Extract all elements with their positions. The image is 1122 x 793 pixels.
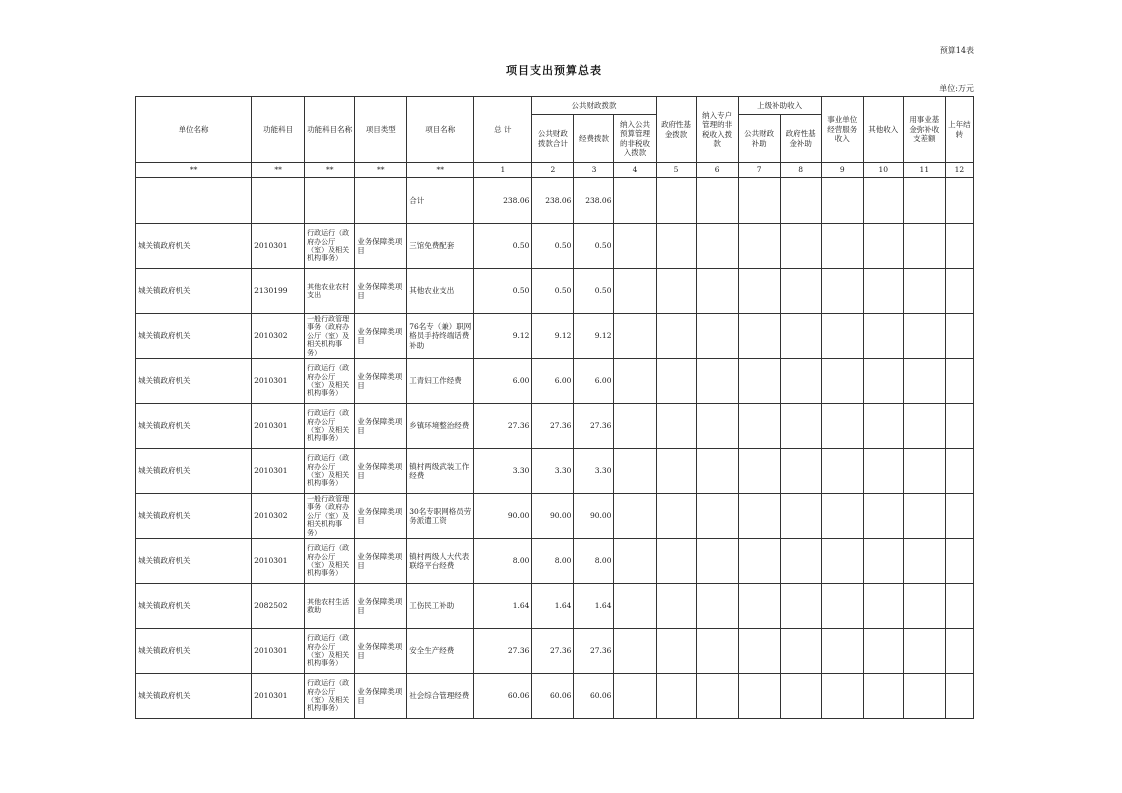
- empty-cell: [305, 178, 355, 224]
- empty-cell: [738, 629, 780, 674]
- unit-name-cell: 城关镇政府机关: [136, 404, 252, 449]
- public-finance-total-cell: 90.00: [532, 494, 574, 539]
- empty-cell: [821, 404, 863, 449]
- empty-cell: [656, 224, 696, 269]
- unit-name-cell: 城关镇政府机关: [136, 494, 252, 539]
- empty-cell: [903, 269, 945, 314]
- project-name-cell: 安全生产经费: [407, 629, 474, 674]
- public-finance-total-cell: 8.00: [532, 539, 574, 584]
- unit-name-cell: 城关镇政府机关: [136, 674, 252, 719]
- header-other-income: 其他收入: [863, 97, 903, 163]
- func-name-cell: 其他农业农村支出: [305, 269, 355, 314]
- empty-cell: [945, 269, 973, 314]
- empty-cell: [696, 629, 738, 674]
- func-code-cell: 2010301: [252, 224, 305, 269]
- total-cell: 60.06: [474, 674, 532, 719]
- total-cell: 27.36: [474, 629, 532, 674]
- empty-cell: [780, 178, 821, 224]
- total-cell: 6.00: [474, 359, 532, 404]
- empty-cell: [903, 359, 945, 404]
- unit-name-cell: 城关镇政府机关: [136, 449, 252, 494]
- empty-cell: [656, 449, 696, 494]
- empty-cell: [903, 404, 945, 449]
- empty-cell: [780, 629, 821, 674]
- header-carryover: 上年结转: [945, 97, 973, 163]
- empty-cell: [780, 674, 821, 719]
- header-expense-appropriation: 经费拨款: [574, 115, 614, 163]
- header-nontax-income: 纳入公共预算管理的非税收入拨款: [614, 115, 656, 163]
- empty-cell: [614, 539, 656, 584]
- empty-cell: [903, 224, 945, 269]
- empty-cell: [696, 584, 738, 629]
- header-fund-gap: 用事业基金弥补收支差额: [903, 97, 945, 163]
- public-finance-total-cell: 0.50: [532, 269, 574, 314]
- empty-cell: [945, 494, 973, 539]
- empty-cell: [738, 584, 780, 629]
- empty-cell: [780, 269, 821, 314]
- project-name-cell: 工青妇工作经费: [407, 359, 474, 404]
- empty-cell: [903, 178, 945, 224]
- empty-cell: [945, 449, 973, 494]
- project-type-cell: 业务保障类项目: [355, 269, 407, 314]
- func-name-cell: 其他农村生活救助: [305, 584, 355, 629]
- empty-cell: [614, 314, 656, 359]
- table-row: [136, 539, 974, 584]
- project-type-cell: 业务保障类项目: [355, 449, 407, 494]
- unit-name-cell: 城关镇政府机关: [136, 539, 252, 584]
- func-code-cell: 2010302: [252, 314, 305, 359]
- empty-cell: [821, 539, 863, 584]
- expense-cell: 8.00: [574, 539, 614, 584]
- total-cell: 9.12: [474, 314, 532, 359]
- expense-cell: 27.36: [574, 404, 614, 449]
- empty-cell: [738, 359, 780, 404]
- total-cell: 1.64: [474, 584, 532, 629]
- unit-name-cell: 城关镇政府机关: [136, 584, 252, 629]
- public-finance-total-cell: 9.12: [532, 314, 574, 359]
- empty-cell: [696, 314, 738, 359]
- empty-cell: [863, 224, 903, 269]
- empty-cell: [614, 359, 656, 404]
- expense-cell: 9.12: [574, 314, 614, 359]
- empty-cell: [945, 314, 973, 359]
- empty-cell: [656, 178, 696, 224]
- func-code-cell: 2130199: [252, 269, 305, 314]
- header-superior-subsidy-group: 上级补助收入: [738, 97, 821, 115]
- column-number: 9: [821, 163, 863, 178]
- empty-cell: [656, 404, 696, 449]
- empty-cell: [696, 494, 738, 539]
- empty-cell: [656, 314, 696, 359]
- total-value: 238.06: [474, 178, 532, 224]
- header-total: 总 计: [474, 97, 532, 163]
- func-code-cell: 2010301: [252, 359, 305, 404]
- func-name-cell: 一般行政管理事务（政府办公厅（室）及相关机构事务）: [305, 494, 355, 539]
- empty-cell: [696, 224, 738, 269]
- table-row: [136, 359, 974, 404]
- empty-cell: [863, 539, 903, 584]
- empty-cell: [614, 178, 656, 224]
- empty-cell: [355, 178, 407, 224]
- project-name-cell: 社会综合管理经费: [407, 674, 474, 719]
- header-func-code: 功能科目: [252, 97, 305, 163]
- empty-cell: [863, 404, 903, 449]
- empty-cell: [863, 584, 903, 629]
- header-superior-public-finance: 公共财政补助: [738, 115, 780, 163]
- empty-cell: [863, 674, 903, 719]
- table-row: [136, 404, 974, 449]
- unit-name-cell: 城关镇政府机关: [136, 314, 252, 359]
- header-business-service-income: 事业单位经营服务收入: [821, 97, 863, 163]
- empty-cell: [821, 494, 863, 539]
- public-finance-total-cell: 27.36: [532, 629, 574, 674]
- empty-cell: [821, 584, 863, 629]
- empty-cell: [614, 494, 656, 539]
- total-cell: 0.50: [474, 224, 532, 269]
- empty-cell: [738, 224, 780, 269]
- total-cell: 90.00: [474, 494, 532, 539]
- public-finance-total-cell: 60.06: [532, 674, 574, 719]
- header-project-type: 项目类型: [355, 97, 407, 163]
- empty-cell: [945, 584, 973, 629]
- empty-cell: [136, 178, 252, 224]
- page-title: 项目支出预算总表: [506, 64, 602, 77]
- table-row: [136, 314, 974, 359]
- func-code-cell: 2010301: [252, 449, 305, 494]
- empty-cell: [863, 494, 903, 539]
- empty-cell: [614, 449, 656, 494]
- project-name-cell: 三馆免费配套: [407, 224, 474, 269]
- project-name-cell: 其他农业支出: [407, 269, 474, 314]
- table-row: [136, 449, 974, 494]
- func-name-cell: 行政运行（政府办公厅（室）及相关机构事务）: [305, 359, 355, 404]
- empty-cell: [903, 629, 945, 674]
- empty-cell: [696, 178, 738, 224]
- expense-cell: 90.00: [574, 494, 614, 539]
- total-cell: 27.36: [474, 404, 532, 449]
- column-number: 6: [696, 163, 738, 178]
- table-row: [136, 629, 974, 674]
- total-cell: 0.50: [474, 269, 532, 314]
- project-name-cell: 镇村两级人大代表联络平台经费: [407, 539, 474, 584]
- empty-cell: [696, 674, 738, 719]
- func-code-cell: 2010302: [252, 494, 305, 539]
- header-public-finance-group: 公共财政拨款: [532, 97, 656, 115]
- budget-table: [135, 96, 974, 719]
- project-name-cell: 76名专（兼）职网格员手持终端话费补助: [407, 314, 474, 359]
- empty-cell: [903, 449, 945, 494]
- empty-cell: [656, 674, 696, 719]
- empty-cell: [821, 674, 863, 719]
- func-name-cell: 一般行政管理事务（政府办公厅（室）及相关机构事务）: [305, 314, 355, 359]
- func-code-cell: 2010301: [252, 404, 305, 449]
- empty-cell: [780, 404, 821, 449]
- project-name-cell: 30名专职网格员劳务派遣工资: [407, 494, 474, 539]
- empty-cell: [903, 314, 945, 359]
- empty-cell: [821, 629, 863, 674]
- empty-cell: [945, 629, 973, 674]
- expense-cell: 0.50: [574, 224, 614, 269]
- project-type-cell: 业务保障类项目: [355, 314, 407, 359]
- empty-cell: [780, 584, 821, 629]
- empty-cell: [614, 674, 656, 719]
- total-row: [136, 178, 974, 224]
- empty-cell: [780, 449, 821, 494]
- header-func-name: 功能科目名称: [305, 97, 355, 163]
- total-expense: 238.06: [574, 178, 614, 224]
- table-row: [136, 494, 974, 539]
- column-number: **: [407, 163, 474, 178]
- empty-cell: [696, 404, 738, 449]
- project-type-cell: 业务保障类项目: [355, 359, 407, 404]
- empty-cell: [945, 539, 973, 584]
- project-type-cell: 业务保障类项目: [355, 494, 407, 539]
- empty-cell: [863, 359, 903, 404]
- project-name-cell: 镇村两级武装工作经费: [407, 449, 474, 494]
- total-cell: 8.00: [474, 539, 532, 584]
- func-name-cell: 行政运行（政府办公厅（室）及相关机构事务）: [305, 224, 355, 269]
- column-number: 7: [738, 163, 780, 178]
- func-name-cell: 行政运行（政府办公厅（室）及相关机构事务）: [305, 539, 355, 584]
- column-number: **: [252, 163, 305, 178]
- column-number: 1: [474, 163, 532, 178]
- column-number: 3: [574, 163, 614, 178]
- column-number-row: [136, 163, 974, 178]
- func-name-cell: 行政运行（政府办公厅（室）及相关机构事务）: [305, 674, 355, 719]
- table-row: [136, 674, 974, 719]
- empty-cell: [738, 494, 780, 539]
- empty-cell: [821, 269, 863, 314]
- header-project-name: 项目名称: [407, 97, 474, 163]
- empty-cell: [780, 539, 821, 584]
- empty-cell: [696, 539, 738, 584]
- empty-cell: [614, 404, 656, 449]
- expense-cell: 60.06: [574, 674, 614, 719]
- empty-cell: [614, 629, 656, 674]
- func-name-cell: 行政运行（政府办公厅（室）及相关机构事务）: [305, 404, 355, 449]
- func-name-cell: 行政运行（政府办公厅（室）及相关机构事务）: [305, 449, 355, 494]
- project-name-cell: 工伤民工补助: [407, 584, 474, 629]
- empty-cell: [780, 359, 821, 404]
- empty-cell: [821, 359, 863, 404]
- project-type-cell: 业务保障类项目: [355, 404, 407, 449]
- empty-cell: [863, 269, 903, 314]
- table-row: [136, 269, 974, 314]
- empty-cell: [945, 178, 973, 224]
- empty-cell: [696, 359, 738, 404]
- public-finance-total-cell: 0.50: [532, 224, 574, 269]
- column-number: 10: [863, 163, 903, 178]
- unit-name-cell: 城关镇政府机关: [136, 629, 252, 674]
- empty-cell: [656, 269, 696, 314]
- project-type-cell: 业务保障类项目: [355, 539, 407, 584]
- empty-cell: [696, 449, 738, 494]
- empty-cell: [945, 404, 973, 449]
- empty-cell: [614, 269, 656, 314]
- column-number: 11: [903, 163, 945, 178]
- empty-cell: [945, 359, 973, 404]
- empty-cell: [821, 449, 863, 494]
- empty-cell: [821, 224, 863, 269]
- empty-cell: [738, 449, 780, 494]
- public-finance-total-cell: 27.36: [532, 404, 574, 449]
- empty-cell: [945, 674, 973, 719]
- empty-cell: [738, 314, 780, 359]
- column-number: 5: [656, 163, 696, 178]
- project-type-cell: 业务保障类项目: [355, 674, 407, 719]
- project-type-cell: 业务保障类项目: [355, 584, 407, 629]
- column-number: **: [136, 163, 252, 178]
- empty-cell: [656, 539, 696, 584]
- project-type-cell: 业务保障类项目: [355, 224, 407, 269]
- empty-cell: [656, 494, 696, 539]
- expense-cell: 27.36: [574, 629, 614, 674]
- total-label: 合计: [407, 178, 474, 224]
- empty-cell: [656, 584, 696, 629]
- func-code-cell: 2010301: [252, 539, 305, 584]
- empty-cell: [863, 629, 903, 674]
- empty-cell: [945, 224, 973, 269]
- empty-cell: [738, 269, 780, 314]
- empty-cell: [780, 314, 821, 359]
- expense-cell: 6.00: [574, 359, 614, 404]
- public-finance-total-cell: 1.64: [532, 584, 574, 629]
- project-type-cell: 业务保障类项目: [355, 629, 407, 674]
- empty-cell: [863, 449, 903, 494]
- empty-cell: [738, 539, 780, 584]
- unit-name-cell: 城关镇政府机关: [136, 269, 252, 314]
- empty-cell: [656, 629, 696, 674]
- expense-cell: 3.30: [574, 449, 614, 494]
- table-row: [136, 584, 974, 629]
- unit-name-cell: 城关镇政府机关: [136, 224, 252, 269]
- func-name-cell: 行政运行（政府办公厅（室）及相关机构事务）: [305, 629, 355, 674]
- column-number: 8: [780, 163, 821, 178]
- empty-cell: [738, 404, 780, 449]
- func-code-cell: 2082502: [252, 584, 305, 629]
- empty-cell: [903, 539, 945, 584]
- header-gov-fund: 政府性基金拨款: [656, 97, 696, 163]
- empty-cell: [614, 224, 656, 269]
- table-row: [136, 224, 974, 269]
- expense-cell: 0.50: [574, 269, 614, 314]
- unit-name-cell: 城关镇政府机关: [136, 359, 252, 404]
- project-name-cell: 乡镇环境整治经费: [407, 404, 474, 449]
- empty-cell: [903, 584, 945, 629]
- empty-cell: [821, 314, 863, 359]
- func-code-cell: 2010301: [252, 674, 305, 719]
- total-public-finance: 238.06: [532, 178, 574, 224]
- form-number: 预算14表: [939, 46, 974, 55]
- empty-cell: [696, 269, 738, 314]
- empty-cell: [780, 224, 821, 269]
- empty-cell: [863, 178, 903, 224]
- column-number: **: [305, 163, 355, 178]
- column-number: 4: [614, 163, 656, 178]
- column-number: 12: [945, 163, 973, 178]
- func-code-cell: 2010301: [252, 629, 305, 674]
- public-finance-total-cell: 6.00: [532, 359, 574, 404]
- empty-cell: [252, 178, 305, 224]
- unit-label: 单位:万元: [939, 84, 974, 93]
- empty-cell: [738, 178, 780, 224]
- empty-cell: [863, 314, 903, 359]
- empty-cell: [656, 359, 696, 404]
- empty-cell: [903, 674, 945, 719]
- total-cell: 3.30: [474, 449, 532, 494]
- empty-cell: [780, 494, 821, 539]
- empty-cell: [614, 584, 656, 629]
- empty-cell: [821, 178, 863, 224]
- expense-cell: 1.64: [574, 584, 614, 629]
- column-number: 2: [532, 163, 574, 178]
- header-unit-name: 单位名称: [136, 97, 252, 163]
- header-superior-gov-fund: 政府性基金补助: [780, 115, 821, 163]
- header-public-finance-total: 公共财政拨款合计: [532, 115, 574, 163]
- empty-cell: [903, 494, 945, 539]
- public-finance-total-cell: 3.30: [532, 449, 574, 494]
- column-number: **: [355, 163, 407, 178]
- header-special-account-nontax: 纳入专户管理的非税收入拨款: [696, 97, 738, 163]
- empty-cell: [738, 674, 780, 719]
